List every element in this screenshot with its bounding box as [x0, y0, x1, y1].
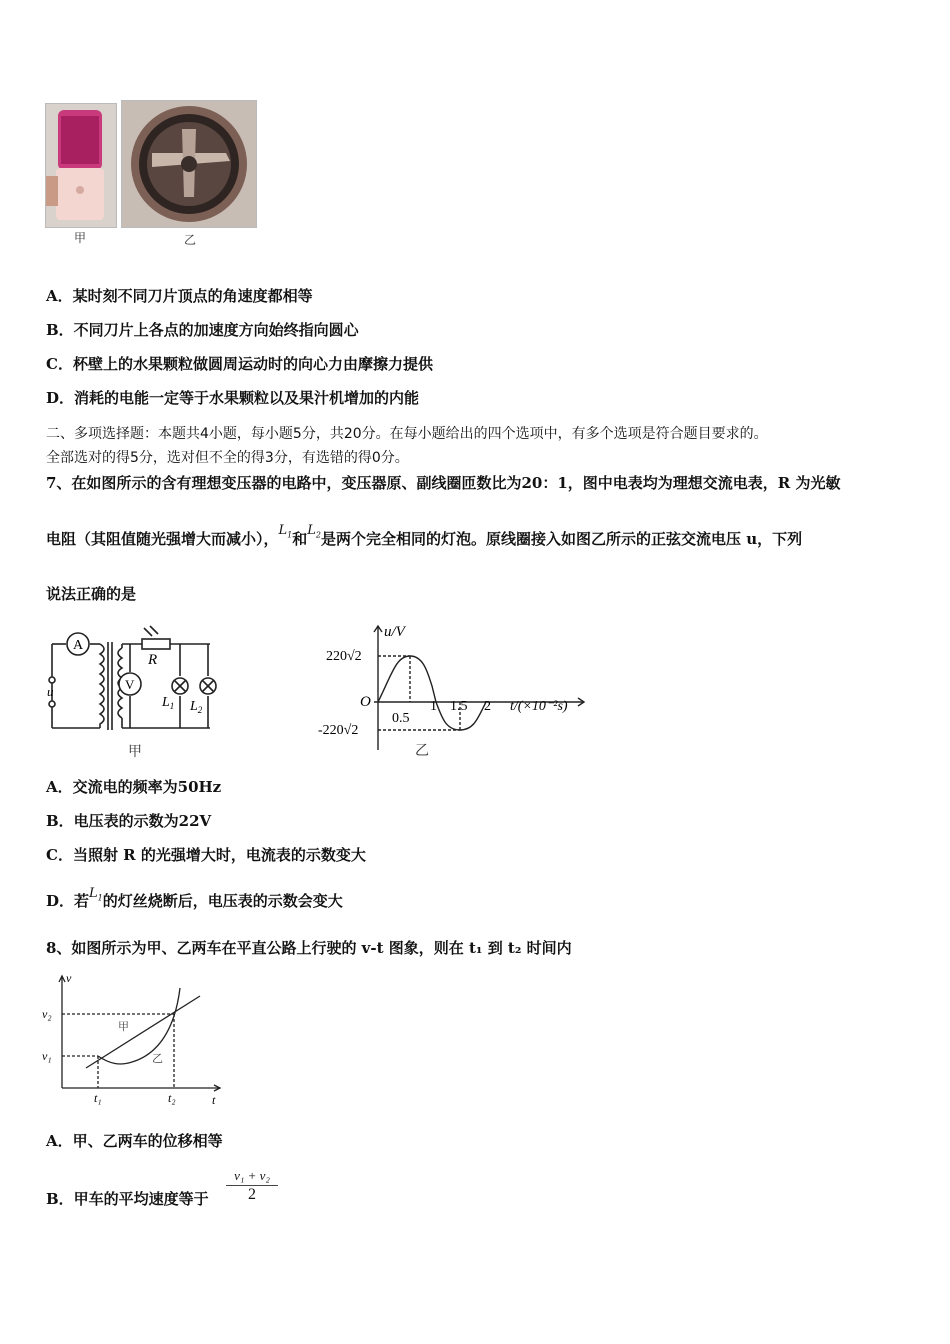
q8-vt-graph	[40, 970, 230, 1110]
q7-voltage-graph	[316, 618, 596, 758]
q7-and: 和	[292, 530, 308, 548]
q7-option-d	[46, 886, 343, 912]
q7-option-a: A．交流电的频率为50Hz	[46, 778, 222, 796]
q7-option-c: C．当照射 R 的光强增大时，电流表的示数变大	[46, 846, 366, 864]
q8-option-a: A．甲、乙两车的位移相等	[46, 1132, 223, 1150]
section2-line2: 全部选对的得5分，选对但不全的得3分，有选错的得0分。	[46, 450, 409, 466]
q8-stem: 8、如图所示为甲、乙两车在平直公路上行驶的 v-t 图象，则在 t₁ 到 t₂ 时间内	[46, 939, 572, 957]
q8-ylabel: v	[66, 971, 72, 985]
q7-stem-line2	[46, 523, 803, 550]
q8-option-b-fraction	[226, 1168, 278, 1204]
graph-origin-label: O	[360, 694, 371, 710]
q8-yi-label: 乙	[152, 1053, 163, 1065]
juicer-photo	[45, 103, 117, 228]
q7-stem-line2b: 是两个完全相同的灯泡。原线圈接入如图乙所示的正弦交流电压 u，下列	[321, 530, 803, 548]
graph-xtick-1-5: 1.5	[450, 699, 468, 714]
section2-line1: 二、多项选择题：本题共4小题，每小题5分，共20分。在每小题给出的四个选项中，有多个选项是符合题目要求的。	[46, 426, 768, 442]
q7-circuit-diagram	[44, 624, 224, 760]
q7-stem-line3: 说法正确的是	[46, 585, 137, 603]
graph-xlabel: t/(×10⁻²s)	[510, 699, 568, 714]
blade-photo	[121, 100, 257, 228]
q6-option-a: A．某时刻不同刀片顶点的角速度都相等	[46, 287, 313, 305]
q8-t2-label: t₂	[168, 1091, 176, 1105]
voltmeter-label: V	[125, 677, 135, 692]
q7-option-d-suffix: 的灯丝烧断后，电压表的示数会变大	[102, 892, 343, 910]
q8-jia-label: 甲	[118, 1021, 129, 1033]
q8-v1-label: v₁	[42, 1049, 52, 1063]
fraction-numerator: v₁ + v₂	[226, 1168, 278, 1186]
lamp1-label: $L_1$	[162, 695, 175, 711]
graph-ymax-label: 220√2	[326, 649, 362, 664]
q8-option-b: B．甲车的平均速度等于	[46, 1190, 209, 1208]
q8-xlabel: t	[212, 1093, 216, 1107]
q6-option-b: B．不同刀片上各点的加速度方向始终指向圆心	[46, 321, 359, 339]
q7-stem-line2a: 电阻（其阻值随光强增大而减小），	[46, 530, 279, 548]
graph-ylabel: u/V	[384, 624, 405, 640]
q8-t1-label: t₁	[94, 1091, 102, 1105]
q7-circuit-caption: 甲	[128, 744, 142, 760]
q7-graph-caption: 乙	[415, 743, 429, 759]
photo-caption-right: 乙	[184, 233, 197, 247]
q7-l2: $L_2$	[307, 523, 321, 540]
graph-ymin-label: -220√2	[318, 723, 359, 738]
lamp2-label: $L_2$	[190, 699, 203, 715]
ammeter-label: A	[73, 638, 84, 653]
fraction-denominator: 2	[248, 1186, 256, 1203]
q7-l1: $L_1$	[278, 523, 293, 540]
q7-option-b: B．电压表的示数为22V	[46, 812, 212, 830]
q7-option-d-l1: $L_1$	[89, 886, 103, 903]
graph-xtick-1: 1	[430, 699, 437, 714]
photo-caption-left: 甲	[74, 231, 87, 245]
graph-xtick-2: 2	[484, 699, 491, 714]
q8-v2-label: v₂	[42, 1007, 52, 1021]
q6-option-d: D．消耗的电能一定等于水果颗粒以及果汁机增加的内能	[46, 389, 420, 407]
source-label: u	[47, 684, 54, 699]
q6-option-c: C．杯壁上的水果颗粒做圆周运动时的向心力由摩擦力提供	[46, 355, 433, 373]
graph-xtick-0-5: 0.5	[392, 711, 410, 726]
q7-option-d-prefix: D．若	[46, 892, 90, 910]
q7-stem-line1: 7、在如图所示的含有理想变压器的电路中，变压器原、副线圈匝数比为20：1，图中电表均为理想交流电表，R 为光敏	[46, 474, 841, 492]
resistor-label: R	[148, 652, 158, 668]
